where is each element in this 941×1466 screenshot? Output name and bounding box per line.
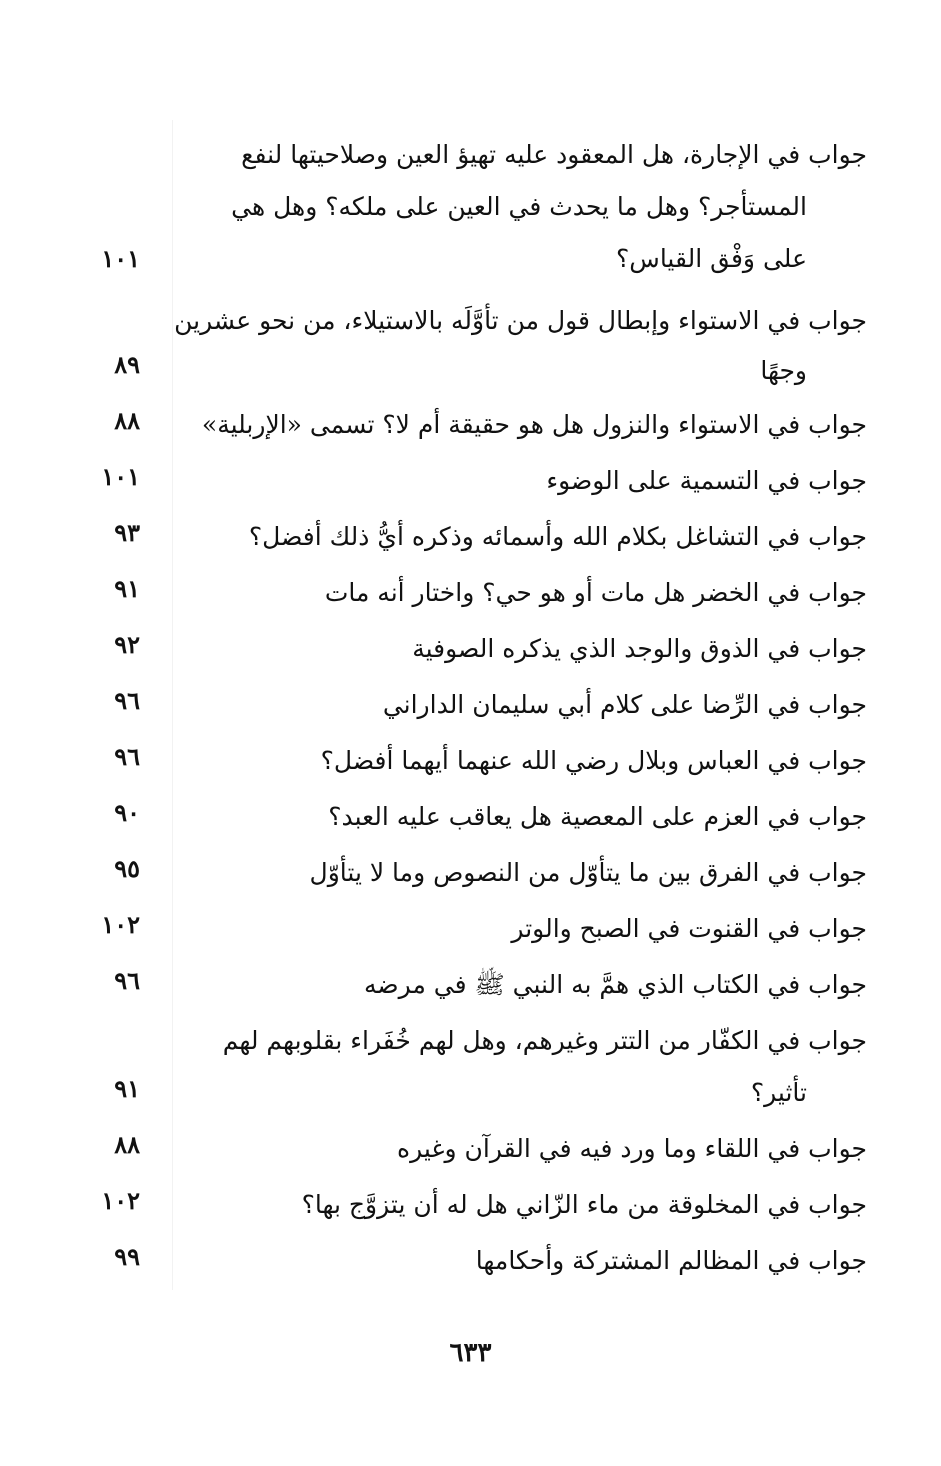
entry-page-number: ٩٠ <box>114 798 140 827</box>
entry-page-number: ٩١ <box>114 574 140 603</box>
entry-line: جواب في التشاغل بكلام الله وأسمائه وذكره أيُّ ذلك أفضل؟ <box>248 522 867 551</box>
entry-page-number: ٩١ <box>114 1074 140 1103</box>
entry-line: جواب في الفرق بين ما يتأوّل من النصوص وما لا يتأوّل <box>309 858 867 887</box>
entry-page-number: ٨٨ <box>114 1130 140 1159</box>
entry-line: جواب في العزم على المعصية هل يعاقب عليه العبد؟ <box>328 802 867 831</box>
entry-line: جواب في الكتاب الذي همَّ به النبي ﷺ في مرضه <box>364 970 867 999</box>
entry-page-number: ٩٣ <box>114 518 140 547</box>
entry-line: جواب في الكفّار من التتر وغيرهم، وهل لهم خُفَراء بقلوبهم لهم <box>222 1026 867 1055</box>
entry-page-number: ٩٦ <box>114 686 140 715</box>
entry-line: جواب في الاستواء والنزول هل هو حقيقة أم لا؟ تسمى «الإربلية» <box>201 410 867 439</box>
entry-line: جواب في القنوت في الصبح والوتر <box>511 914 867 943</box>
entry-line: جواب في الخضر هل مات أو هو حي؟ واختار أنه مات <box>324 578 867 607</box>
entry-line: جواب في التسمية على الوضوء <box>546 466 867 495</box>
entry-line: تأثير؟ <box>750 1078 807 1107</box>
entry-line: جواب في الرِّضا على كلام أبي سليمان الداراني <box>382 690 867 719</box>
entry-line: جواب في المظالم المشتركة وأحكامها <box>475 1246 867 1275</box>
entry-page-number: ٩٩ <box>114 1242 140 1271</box>
page-folio-number: ٦٣٣ <box>449 1338 492 1368</box>
entry-line: جواب في المخلوقة من ماء الزّاني هل له أن يتزوَّج بها؟ <box>301 1190 867 1219</box>
entry-page-number: ١٠٢ <box>101 1186 140 1215</box>
entry-page-number: ٨٩ <box>114 350 140 379</box>
entry-page-number: ٩٦ <box>114 966 140 995</box>
entry-line: على وَفْق القياس؟ <box>616 244 807 273</box>
entry-page-number: ١٠٢ <box>101 910 140 939</box>
entry-line: جواب في اللقاء وما ورد فيه في القرآن وغيره <box>396 1134 867 1163</box>
entry-line: جواب في العباس وبلال رضي الله عنهما أيهما أفضل؟ <box>320 746 867 775</box>
entry-page-number: ٩٥ <box>114 854 140 883</box>
entry-page-number: ١٠١ <box>101 462 140 491</box>
entry-line: جواب في الذوق والوجد الذي يذكره الصوفية <box>412 634 867 663</box>
entry-page-number: ٨٨ <box>114 406 140 435</box>
entry-page-number: ١٠١ <box>101 244 140 273</box>
entry-page-number: ٩٢ <box>114 630 140 659</box>
entry-line: جواب في الاستواء وإبطال قول من تأوَّلَه بالاستيلاء، من نحو عشرين <box>174 306 867 335</box>
entry-line: جواب في الإجارة، هل المعقود عليه تهيؤ العين وصلاحيتها لنفع <box>241 140 867 169</box>
entry-line: وجهًا <box>760 356 807 385</box>
entry-page-number: ٩٦ <box>114 742 140 771</box>
entry-line: المستأجر؟ وهل ما يحدث في العين على ملكه؟ وهل هي <box>231 192 807 221</box>
